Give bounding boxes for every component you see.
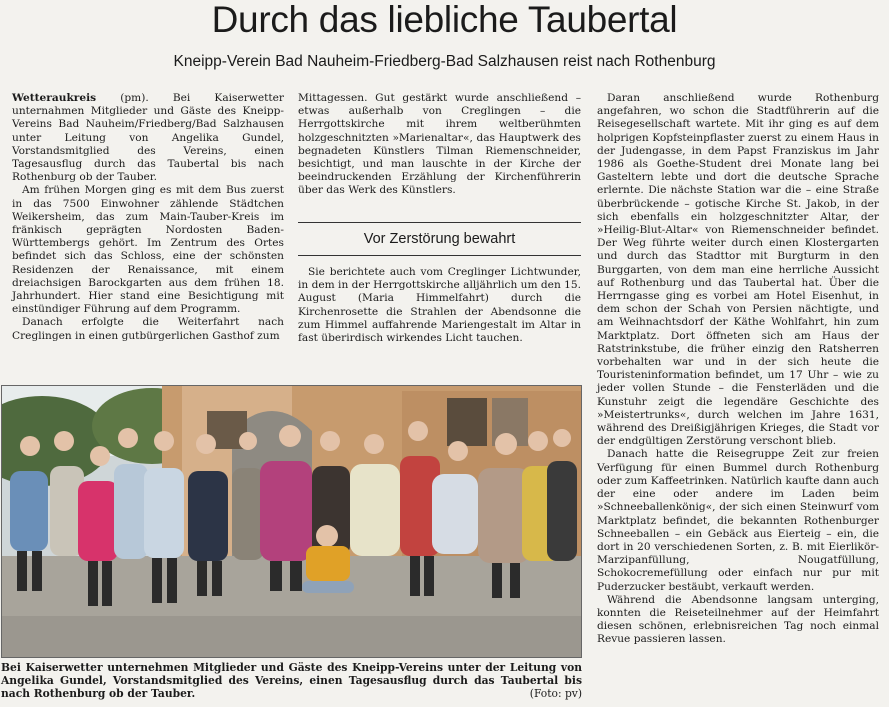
paragraph: Sie berichtete auch vom Creglinger Lichtwunder, in dem in der Herrgottskirche alljährlich um den 15. August (Maria Himmelfahrt) durch die Kirchenrosette die Strahlen der Abendsonne die zum Himmel auffahrende Mariengestalt im Altar in fast überirdisch wirkendes Licht tauchen. xyxy=(298,266,581,345)
caption-text: Bei Kaiserwetter unternehmen Mitglieder und Gäste des Kneipp-Vereins unter der Leitung von Angelika Gundel, Vorstandsmitglied des Vereins, einen Tagesausflug durch das Taubertal bis nach Rothenburg ob der Tauber. xyxy=(1,661,582,700)
column-2 xyxy=(298,92,581,198)
group-photo xyxy=(1,385,582,658)
section-heading: Vor Zerstörung bewahrt xyxy=(298,222,581,256)
photo-caption xyxy=(1,661,582,700)
column-3 xyxy=(597,92,879,647)
column-2-continued xyxy=(298,266,581,345)
paragraph: Danach hatte die Reisegruppe Zeit zur freien Verfügung für einen Bummel durch Rothenburg oder zum Kaffeetrinken. Natürlich kaufte dann auch der eine oder andere im Laden beim »Schneeballenkönig«, der sich einen Steinwurf vom Marktplatz befindet, die bekannten Rothenburger Schneeballen – ein Gebäck aus Eierteig – ein, die dort in 20 verschiedenen Sorten, z. B. mit Eierlikör-Marzipanfüllung, Nougatfüllung, Schokocremefüllung oder einfach nur pur mit Puderzucker bestäubt, verkauft werden. xyxy=(597,448,879,593)
paragraph: Während die Abendsonne langsam unterging, konnten die Reiseteilnehmer auf der Heimfahrt diesen schönen, erlebnisreichen Tag noch einmal Revue passieren lassen. xyxy=(597,593,879,646)
paragraph: Am frühen Morgen ging es mit dem Bus zuerst in das 7500 Einwohner zählende Städtchen Weikersheim, das zum Main-Tauber-Kreis im fränkisch geprägten Nordosten Baden-Württembergs gehört. Im Zentrum des Ortes befindet sich das Schloss, eine der schönsten Residenzen der Renaissance, mit einem dreiachsigen Barockgarten aus dem frühen 18. Jahrhundert. Hier stand eine Besichtigung mit einstündiger Führung auf dem Programm. xyxy=(12,184,284,316)
dateline: Wetteraukreis xyxy=(12,92,97,104)
photo-credit: (Foto: pv) xyxy=(529,687,582,700)
paragraph xyxy=(12,92,284,184)
group-photo-image xyxy=(2,386,582,658)
subheadline: Kneipp-Verein Bad Nauheim-Friedberg-Bad Salzhausen reist nach Rothenburg xyxy=(173,53,716,70)
paragraph: Daran anschließend wurde Rothenburg angefahren, wo schon die Stadtführerin auf die Reisegesellschaft wartete. Mit ihr ging es auf dem holprigen Kopfsteinpflaster zuerst zu einem Haus in der Judengasse, in dem Papst Franziskus im Jahr 1986 als Goethe-Student drei Monate lang bei Gasteltern lebte und dort die deutsche Sprache erlernte. Die nächste Station war die – eine Straße überbrückende – gotische Kirche St. Jakob, in der sich ebenfalls ein holzgeschnitzter Altar, der »Heilig-Blut-Altar« von Riemenschneider befindet. Der Weg führte weiter durch einen Klostergarten und durch das Stadttor mit Burgturm in den Burggarten, von dem man eine herrliche Aussicht auf Rothenburg und das Taubertal hat. Über die Herrngasse ging es vorbei am Hotel Eisenhut, in dem schon der Schah von Persien nächtigte, und am Weihnachtsdorf der Käthe Wohlfahrt, hin zum Marktplatz. Dort öffneten sich am Haus der Ratstrinkstube, die früher einzig den Ratsherren vorbehalten war und in der sich heute die Touristeninformation befindet, um 17 Uhr – wie zu jeder vollen Stunde – die Fensterläden und die Kunstuhr zeigt die legendäre Geschichte des »Meistertrunks«, durch welchen im Jahre 1631, während des Dreißigjährigen Krieges, die Stadt vor der endgültigen Zerstörung verschont blieb. xyxy=(597,92,879,448)
paragraph: Danach erfolgte die Weiterfahrt nach Creglingen in einen gutbürgerlichen Gasthof zum xyxy=(12,316,284,342)
paragraph: Mittagessen. Gut gestärkt wurde anschließend – etwas außerhalb von Creglingen – die Herrgottskirche mit ihrem weltberühmten holzgeschnitzten »Marienaltar«, das Hauptwerk des begnadeten Künstlers Tilman Riemenschneider, besichtigt, und man lauschte in der Kirche der beeindruckenden Erzählung der Kirchenführerin über das Werk des Künstlers. xyxy=(298,92,581,197)
column-1 xyxy=(12,92,284,343)
paragraph-text: (pm). Bei Kaiserwetter unternahmen Mitglieder und Gäste des Kneipp-Vereins Bad Nauheim/Friedberg/Bad Salzhausen unter Leitung von Angelika Gundel, Vorstandsmitglied des Vereins, einen Tagesausflug durch das Taubertal bis nach Rothenburg ob der Tauber. xyxy=(12,92,284,184)
headline: Durch das liebliche Taubertal xyxy=(211,0,678,40)
